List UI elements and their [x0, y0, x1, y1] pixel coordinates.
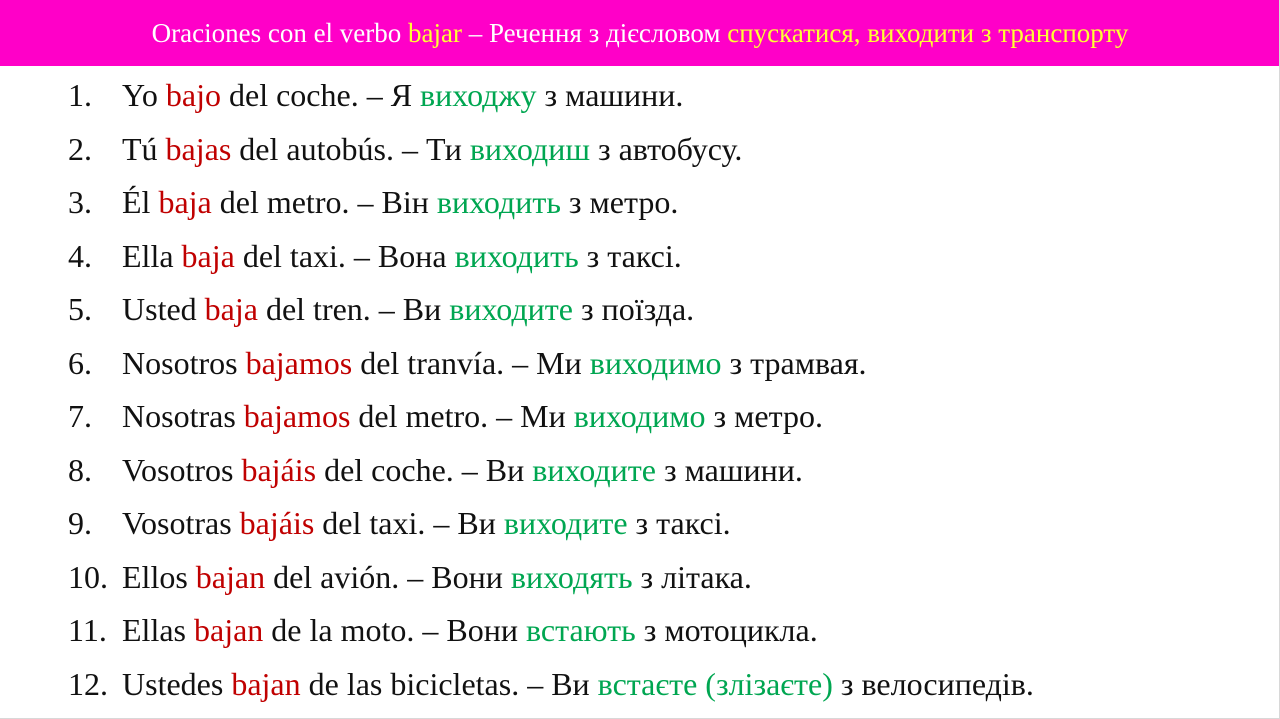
spanish-rest: del avión. – Вони	[265, 558, 511, 595]
sentence-number: 12.	[68, 665, 108, 702]
ukrainian-rest: з таксі.	[627, 505, 731, 541]
ukrainian-verb: встаєте (злізаєте)	[597, 665, 833, 702]
spanish-verb: bajo	[165, 77, 221, 113]
ukrainian-verb: виходжу	[420, 77, 537, 113]
sentence-text	[122, 551, 752, 605]
spanish-verb: bajan	[193, 612, 264, 648]
sentence-text	[122, 69, 683, 123]
sentence-number: 9.	[68, 505, 92, 541]
subject: Ellas	[122, 612, 194, 648]
sentence-number: 1.	[68, 77, 92, 113]
sentence-item	[0, 658, 1280, 712]
ukrainian-verb: виходите	[503, 505, 628, 541]
spanish-verb: bajamos	[243, 398, 351, 434]
ukrainian-verb: виходимо	[589, 344, 722, 381]
sentence-item	[0, 176, 1280, 230]
spanish-rest: del tranvía. – Ми	[352, 344, 590, 381]
ukrainian-rest: з поїзда.	[572, 291, 695, 327]
subject: Yo	[122, 77, 166, 113]
ukrainian-verb: встають	[525, 612, 636, 648]
sentence-number: 11.	[68, 612, 107, 648]
sentence-item	[0, 230, 1280, 284]
subject: Vosotros	[122, 451, 242, 488]
sentence-number: 4.	[68, 237, 92, 274]
spanish-rest: de la moto. – Вони	[263, 612, 526, 648]
subject: Ella	[122, 237, 182, 274]
sentence-item	[0, 390, 1280, 444]
spanish-rest: del metro. – Він	[211, 184, 437, 220]
sentence-text	[122, 176, 678, 230]
sentence-number: 7.	[68, 398, 92, 434]
sentence-number: 6.	[68, 344, 92, 381]
title-verb-uk: спускатися, виходити з транспорту	[727, 17, 1129, 48]
ukrainian-rest: з метро.	[560, 184, 679, 220]
sentence-text	[122, 390, 823, 444]
ukrainian-verb: виходимо	[573, 398, 706, 434]
ukrainian-rest: з мотоцикла.	[635, 612, 818, 648]
ukrainian-verb: виходите	[449, 291, 573, 327]
spanish-rest: del taxi. – Вона	[234, 237, 455, 274]
sentence-text	[122, 444, 803, 498]
sentence-text	[122, 658, 1034, 712]
sentence-number: 5.	[68, 291, 92, 327]
ukrainian-verb: виходите	[532, 451, 656, 488]
subject: Usted	[122, 291, 205, 327]
title-bar	[0, 0, 1280, 66]
sentence-text	[122, 283, 694, 337]
sentence-item	[0, 337, 1280, 391]
spanish-rest: del coche. – Я	[221, 77, 421, 113]
sentence-number: 8.	[68, 451, 92, 488]
ukrainian-rest: з автобусу.	[589, 130, 743, 167]
subject: Él	[122, 184, 159, 220]
sentence-list	[0, 69, 1280, 711]
spanish-rest: de las bicicletas. – Ви	[300, 665, 598, 702]
ukrainian-rest: з машини.	[536, 77, 684, 113]
sentence-item	[0, 123, 1280, 177]
spanish-verb: bajáis	[241, 451, 317, 488]
subject: Vosotras	[122, 505, 240, 541]
spanish-verb: bajas	[165, 130, 232, 167]
ukrainian-verb: виходиш	[469, 130, 590, 167]
spanish-verb: bajan	[195, 558, 266, 595]
sentence-number: 3.	[68, 184, 92, 220]
spanish-verb: bajan	[231, 665, 301, 702]
sentence-text	[122, 604, 818, 658]
spanish-rest: del autobús. – Ти	[231, 130, 470, 167]
sentence-text	[122, 497, 731, 551]
spanish-verb: bajamos	[245, 344, 353, 381]
sentence-text	[122, 230, 682, 284]
sentence-text	[122, 337, 867, 391]
ukrainian-rest: з велосипедів.	[832, 665, 1034, 702]
subject: Ustedes	[122, 665, 232, 702]
spanish-rest: del metro. – Ми	[350, 398, 574, 434]
spanish-rest: del tren. – Ви	[257, 291, 450, 327]
sentence-item	[0, 69, 1280, 123]
sentence-number: 10.	[68, 558, 108, 595]
spanish-verb: baja	[158, 184, 212, 220]
spanish-rest: del taxi. – Ви	[314, 505, 504, 541]
sentence-item	[0, 444, 1280, 498]
title-part2: – Речення з дієсловом	[462, 17, 728, 48]
subject: Tú	[122, 130, 166, 167]
ukrainian-verb: виходять	[510, 558, 633, 595]
spanish-verb: baja	[181, 237, 235, 274]
sentence-item	[0, 604, 1280, 658]
sentence-number: 2.	[68, 130, 92, 167]
sentence-item	[0, 497, 1280, 551]
spanish-verb: baja	[204, 291, 258, 327]
ukrainian-rest: з метро.	[705, 398, 823, 434]
ukrainian-rest: з трамвая.	[721, 344, 867, 381]
ukrainian-rest: з літака.	[632, 558, 752, 595]
sentence-item	[0, 551, 1280, 605]
ukrainian-verb: виходить	[454, 237, 579, 274]
spanish-rest: del coche. – Ви	[316, 451, 533, 488]
subject: Ellos	[122, 558, 196, 595]
sentence-text	[122, 123, 742, 177]
ukrainian-rest: з таксі.	[578, 237, 682, 274]
subject: Nosotros	[122, 344, 246, 381]
subject: Nosotras	[122, 398, 244, 434]
sentence-item	[0, 283, 1280, 337]
ukrainian-verb: виходить	[436, 184, 561, 220]
title-verb-es: bajar	[408, 17, 463, 48]
ukrainian-rest: з машини.	[655, 451, 803, 488]
title-part1: Oraciones con el verbo	[151, 17, 409, 48]
spanish-verb: bajáis	[239, 505, 315, 541]
